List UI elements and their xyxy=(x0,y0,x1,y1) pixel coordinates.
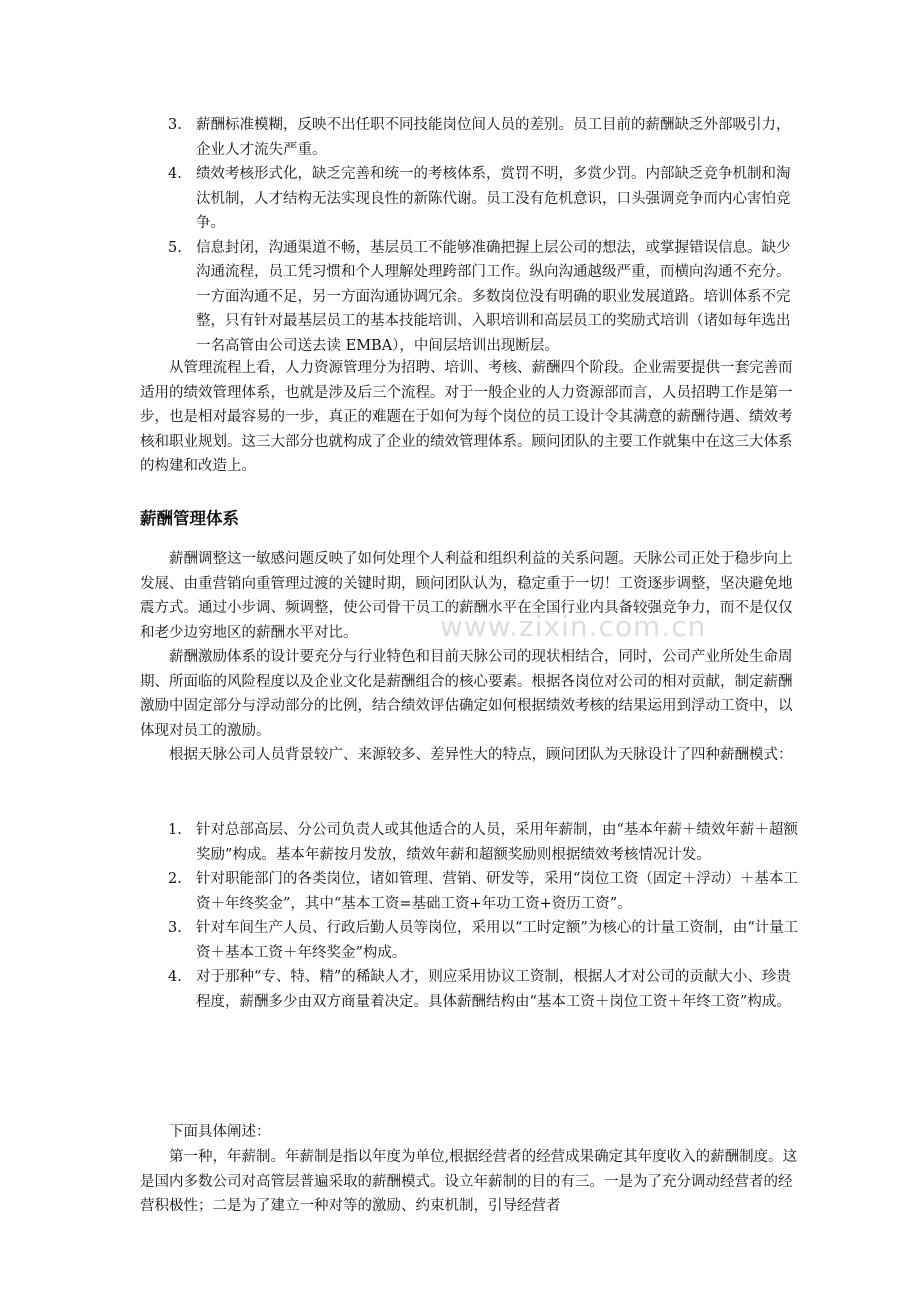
list-number: 1. xyxy=(168,822,182,838)
watermark: www.zixin.com.cn xyxy=(440,610,707,643)
list-item xyxy=(140,867,800,916)
section-heading: 薪酬管理体系 xyxy=(140,509,239,528)
list-number: 3. xyxy=(168,920,182,936)
list-number: 4. xyxy=(168,969,182,985)
list-item xyxy=(140,113,800,162)
salary-mode-list xyxy=(140,818,800,1014)
list-item xyxy=(140,965,800,1014)
paragraph-incentive-design: 薪酬激励体系的设计要充分与行业特色和目前天脉公司的现状相结合，同时，公司产业所处生命周期、所面临的风险程度以及企业文化是薪酬组合的核心要素。根据各岗位对公司的相对贡献，制定薪酬激励中固定部分与浮动部分的比例，结合绩效评估确定如何根据绩效考核的结果运用到浮动工资中，以体现对员工的激励。 xyxy=(140,649,793,739)
list-text: 对于那种“专、特、精”的稀缺人才，则应采用协议工资制，根据人才对公司的贡献大小、珍贵程度，薪酬多少由双方商量着决定。具体薪酬结构由“基本工资＋岗位工资＋年终工资”构成。 xyxy=(196,969,791,1010)
list-item xyxy=(140,916,800,965)
list-number: 2. xyxy=(168,871,182,887)
list-text: 针对职能部门的各类岗位，诸如管理、营销、研发等，采用“岗位工资（固定＋浮动）＋基本工资＋年终奖金”，其中“基本工资=基础工资+年功工资+资历工资”。 xyxy=(196,871,798,912)
problem-list xyxy=(140,113,800,358)
paragraph-salary-adjustment: 薪酬调整这一敏感问题反映了如何处理个人利益和组织利益的关系问题。天脉公司正处于稳步向上发展、由重营销向重管理过渡的关键时期，顾问团队认为，稳定重于一切！工资逐步调整，坚决避免地震方式。通过小步调、频调整，使公司骨干员工的薪酬水平在全国行业内具备较强竞争力，而不是仅仅和老少边穷地区的薪酬水平对比。 xyxy=(140,551,793,641)
paragraph-annual-salary: 第一种，年薪制。年薪制是指以年度为单位,根据经营者的经营成果确定其年度收入的薪酬制度。这是国内多数公司对高管层普遍采取的薪酬模式。设立年薪制的目的有三。一是为了充分调动经营者的经营积极性；二是为了建立一种对等的激励、约束机制，引导经营者 xyxy=(140,1149,798,1214)
list-text: 薪酬标准模糊，反映不出任职不同技能岗位间人员的差别。员工目前的薪酬缺乏外部吸引力，企业人才流失严重。 xyxy=(196,117,791,158)
list-number: 5. xyxy=(168,239,182,256)
list-text: 针对车间生产人员、行政后勤人员等岗位，采用以“工时定额”为核心的计量工资制，由“计量工资＋基本工资＋年终奖金”构成。 xyxy=(196,920,799,961)
paragraph-detail-intro: 下面具体阐述： xyxy=(169,1124,271,1140)
list-item xyxy=(140,236,800,359)
list-item xyxy=(140,818,800,867)
list-number: 3. xyxy=(168,117,182,133)
list-text: 绩效考核形式化，缺乏完善和统一的考核体系，赏罚不明，多赏少罚。内部缺乏竞争机制和淘汰机制，人才结构无法实现良性的新陈代谢。员工没有危机意识，口头强调竞争而内心害怕竞争。 xyxy=(196,166,791,231)
paragraph-management-flow: 从管理流程上看，人力资源管理分为招聘、培训、考核、薪酬四个阶段。企业需要提供一套完善而适用的绩效管理体系，也就是涉及后三个流程。对于一般企业的人力资源部而言，人员招聘工作是第一步，也是相对最容易的一步，真正的难题在于如何为每个岗位的员工设计令其满意的薪酬待遇、绩效考核和职业规划。这三大部分也就构成了企业的绩效管理体系。顾问团队的主要工作就集中在这三大体系的构建和改造上。 xyxy=(140,360,793,474)
list-text: 针对总部高层、分公司负责人或其他适合的人员，采用年薪制，由“基本年薪＋绩效年薪＋超额奖励”构成。基本年薪按月发放，绩效年薪和超额奖励则根据绩效考核情况计发。 xyxy=(196,822,798,863)
paragraph-salary-modes: 根据天脉公司人员背景较广、来源较多、差异性大的特点，顾问团队为天脉设计了四种薪酬模式： xyxy=(169,747,793,763)
list-item xyxy=(140,162,800,236)
list-text: 信息封闭，沟通渠道不畅，基层员工不能够准确把握上层公司的想法，或掌握错误信息。缺少沟通流程，员工凭习惯和个人理解处理跨部门工作。纵向沟通越级严重，而横向沟通不充分。一方面沟通不足，另一方面沟通协调冗余。多数岗位没有明确的职业发展道路。培训体系不完整，只有针对最基层员工的基本技能培训、入职培训和高层员工的奖励式培训（诸如每年选出一名高管由公司送去读 EMBA），中间层培训出现断层。 xyxy=(196,239,791,354)
list-number: 4. xyxy=(168,166,182,182)
